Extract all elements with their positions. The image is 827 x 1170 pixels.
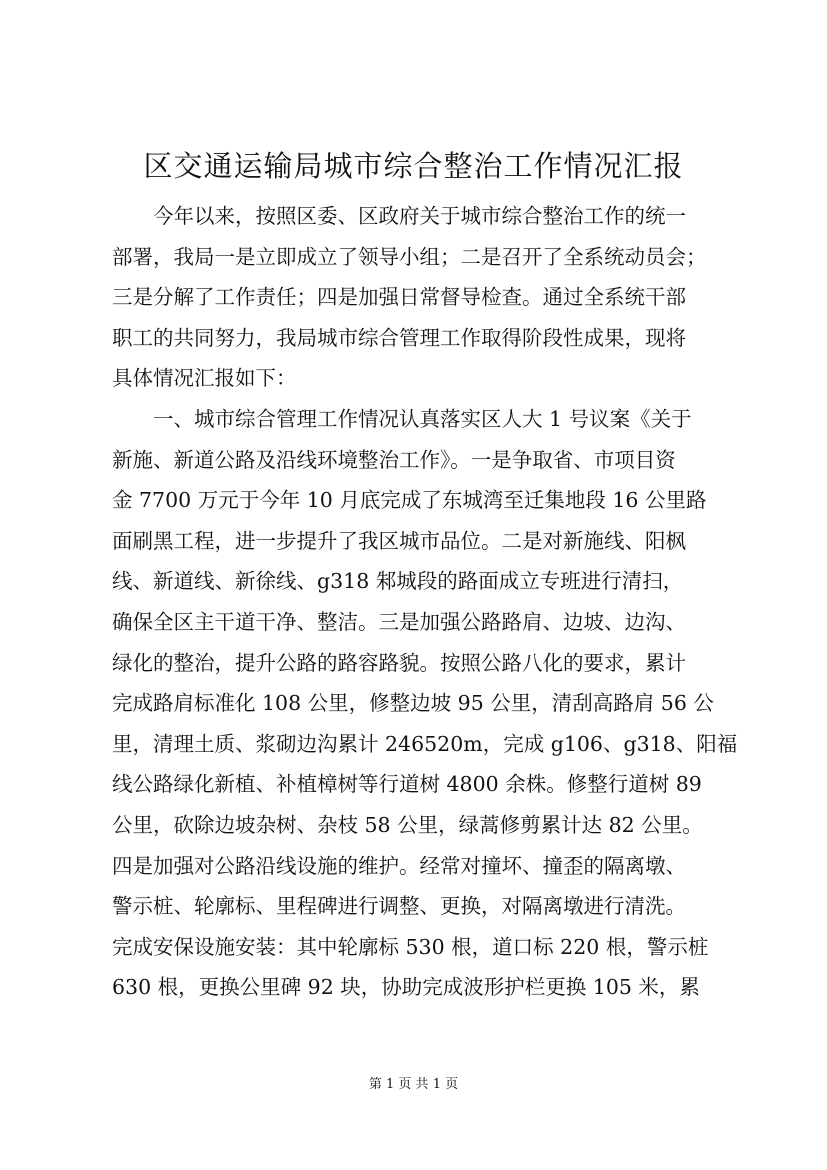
body-line: 一、城市综合管理工作情况认真落实区人大 1 号议案《关于 bbox=[153, 406, 692, 431]
body-line: 线、新道线、新徐线、g318 邾城段的路面成立专班进行清扫， bbox=[112, 569, 684, 594]
body-line: 完成路肩标准化 108 公里，修整边坡 95 公里，清刮高路肩 56 公 bbox=[112, 691, 714, 716]
body-line: 线公路绿化新植、补植樟树等行道树 4800 余株。修整行道树 89 bbox=[112, 772, 702, 797]
body-line: 职工的共同努力，我局城市综合管理工作取得阶段性成果，现将 bbox=[112, 325, 686, 350]
body-line: 具体情况汇报如下： bbox=[112, 366, 297, 391]
body-line: 里，清理土质、浆砌边沟累计 246520m，完成 g106、g318、阳福 bbox=[112, 731, 738, 756]
body-line: 公里，砍除边坡杂树、杂枝 58 公里，绿蒿修剪累计达 82 公里。 bbox=[112, 812, 703, 837]
body-line: 630 根，更换公里碑 92 块，协助完成波形护栏更换 105 米，累 bbox=[112, 975, 700, 1000]
body-line: 绿化的整治，提升公路的路容路貌。按照公路八化的要求，累计 bbox=[112, 650, 686, 675]
page-number-footer: 第 1 页 共 1 页 bbox=[368, 1077, 459, 1092]
body-line: 新施、新道公路及沿线环境整治工作》。一是争取省、市项目资 bbox=[112, 447, 676, 472]
body-line: 面刷黑工程，进一步提升了我区城市品位。二是对新施线、阳枫 bbox=[112, 528, 686, 553]
body-line: 部署，我局一是立即成立了领导小组；二是召开了全系统动员会； bbox=[112, 244, 707, 269]
body-line: 三是分解了工作责任；四是加强日常督导检查。通过全系统干部 bbox=[112, 285, 686, 310]
body-line: 今年以来，按照区委、区政府关于城市综合整治工作的统一 bbox=[153, 204, 686, 228]
body-line: 金 7700 万元于今年 10 月底完成了东城湾至迁集地段 16 公里路 bbox=[112, 488, 707, 513]
body-line: 四是加强对公路沿线设施的维护。经常对撞坏、撞歪的隔离墩、 bbox=[112, 853, 686, 878]
body-line: 完成安保设施安装：其中轮廓标 530 根，道口标 220 根，警示桩 bbox=[112, 934, 709, 959]
body-line: 警示桩、轮廓标、里程碑进行调整、更换，对隔离墩进行清洗。 bbox=[112, 894, 686, 919]
document-title: 区交通运输局城市综合整治工作情况汇报 bbox=[143, 149, 684, 183]
document-body bbox=[112, 196, 742, 1008]
body-line: 确保全区主干道干净、整洁。三是加强公路路肩、边坡、边沟、 bbox=[112, 609, 686, 634]
